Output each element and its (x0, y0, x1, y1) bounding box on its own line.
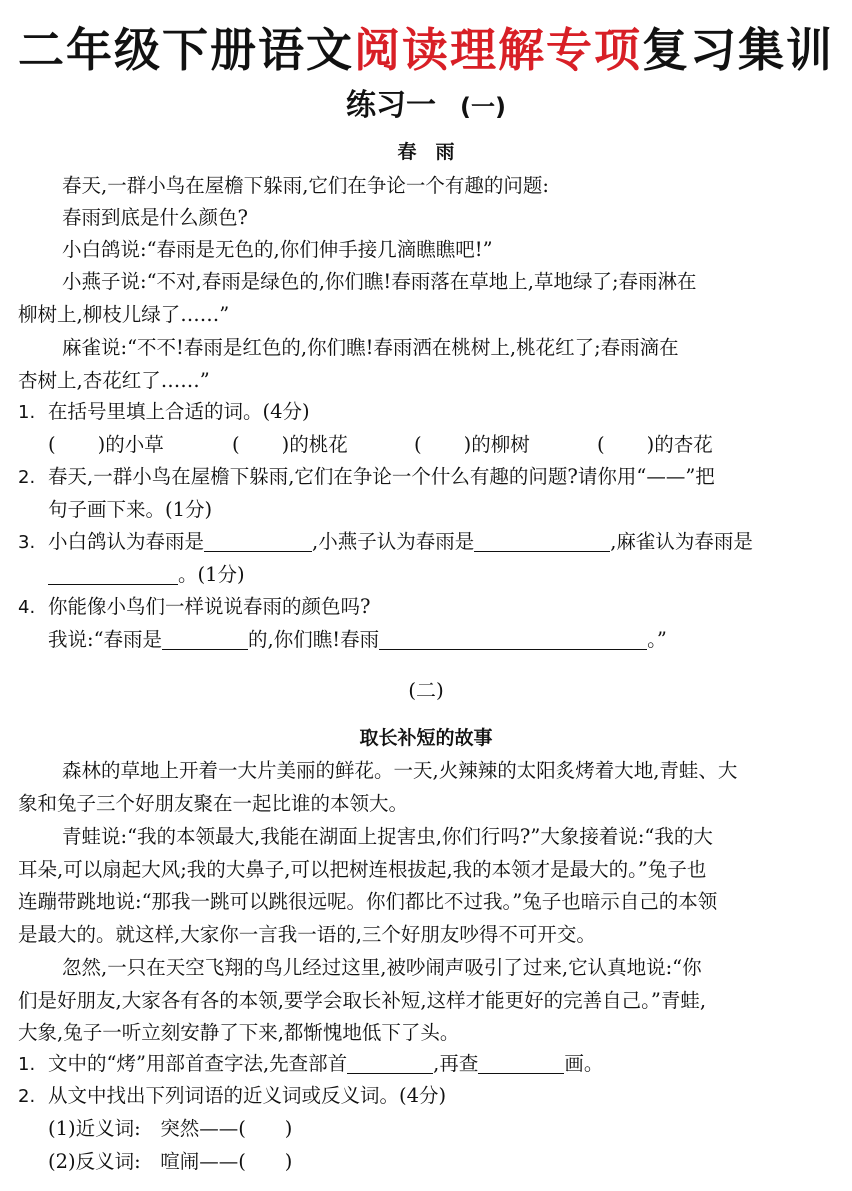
item-label: )的桃花 (281, 433, 348, 456)
passage-line: 们是好朋友,大家各有各的本领,要学会取长补短,这样才能更好的完善自己。”青蛙, (18, 989, 707, 1012)
passage-line: 青蛙说:“我的本领最大,我能在湖面上捉害虫,你们行吗?”大象接着说:“我的大 (62, 825, 713, 848)
question-text (48, 1049, 603, 1079)
q4-part-b: 的,你们瞧!春雨 (248, 628, 380, 651)
question-text (48, 560, 245, 590)
exercise-label: 练习一 (346, 88, 437, 123)
fill-in-item[interactable] (48, 430, 164, 460)
passage-line: 大象,兔子一听立刻安静了下来,都惭愧地低下了头。 (18, 1021, 460, 1044)
part-one-label: (一) (460, 93, 506, 121)
answer-blank[interactable] (478, 1053, 564, 1074)
question-number: 2. (18, 1086, 36, 1107)
title-part-review: 复习集训 (642, 23, 834, 77)
question-text: 你能像小鸟们一样说说春雨的颜色吗? (48, 595, 371, 618)
title-part-grade: 二年级下册语文 (18, 23, 354, 77)
passage-line: 忽然,一只在天空飞翔的鸟儿经过这里,被吵闹声吸引了过来,它认真地说:“你 (62, 956, 702, 979)
passage-line: 森林的草地上开着一大片美丽的鲜花。一天,火辣辣的太阳炙烤着大地,青蛙、大 (62, 759, 738, 782)
passage-line: 麻雀说:“不不!春雨是红色的,你们瞧!春雨洒在桃树上,桃花红了;春雨滴在 (62, 336, 679, 359)
passage-title-spring-rain: 春 雨 (397, 141, 455, 163)
answer-blank[interactable] (204, 531, 312, 552)
q2-1-part-c: 画。 (564, 1052, 604, 1075)
passage-line: 小燕子说:“不对,春雨是绿色的,你们瞧!春雨落在草地上,草地绿了;春雨淋在 (62, 270, 697, 293)
fill-in-item[interactable] (232, 430, 348, 460)
sub-question[interactable]: (1)近义词: 突然——( ) (48, 1117, 293, 1140)
exercise-subtitle (0, 84, 852, 129)
question-text (48, 527, 753, 557)
passage-line: 连蹦带跳地说:“那我一跳可以跳很远呢。你们都比不过我。”兔子也暗示自己的本领 (18, 890, 718, 913)
question-number: 4. (18, 597, 36, 618)
passage-line: 象和兔子三个好朋友聚在一起比谁的本领大。 (18, 792, 409, 815)
question-number: 3. (18, 532, 36, 553)
fill-in-item[interactable] (597, 430, 713, 460)
q3-part-b: ,小燕子认为春雨是 (312, 530, 475, 553)
question-text: 从文中找出下列词语的近义词或反义词。(4分) (48, 1084, 447, 1107)
passage-line: 杏树上,杏花红了……” (18, 369, 210, 392)
question-number: 1. (18, 1054, 36, 1075)
answer-blank[interactable] (379, 629, 647, 650)
section-two-label: (二) (408, 678, 444, 702)
question-number: 2. (18, 467, 36, 488)
passage-line: 小白鸽说:“春雨是无色的,你们伸手接几滴瞧瞧吧!” (62, 238, 493, 261)
sub-question[interactable]: (2)反义词: 喧闹——( ) (48, 1150, 293, 1173)
question-text: 在括号里填上合适的词。(4分) (48, 400, 310, 423)
passage-line: 春天,一群小鸟在屋檐下躲雨,它们在争论一个有趣的问题: (62, 174, 549, 197)
question-text (48, 625, 667, 655)
passage-title-story: 取长补短的故事 (359, 727, 493, 749)
open-paren: ( (597, 433, 605, 456)
q2-1-part-b: ,再查 (433, 1052, 479, 1075)
title-part-highlight: 阅读理解专项 (354, 23, 642, 77)
question-text: 句子画下来。(1分) (48, 498, 213, 521)
fill-in-item[interactable] (414, 430, 530, 460)
q2-1-part-a: 文中的“烤”用部首查字法,先查部首 (48, 1052, 348, 1075)
q3-part-d: 。(1分) (178, 563, 245, 586)
passage-line: 柳树上,柳枝儿绿了……” (18, 303, 230, 326)
open-paren: ( (232, 433, 240, 456)
answer-blank[interactable] (347, 1053, 433, 1074)
passage-line: 是最大的。就这样,大家你一言我一语的,三个好朋友吵得不可开交。 (18, 923, 596, 946)
answer-blank[interactable] (48, 564, 178, 585)
open-paren: ( (48, 433, 56, 456)
question-text: 春天,一群小鸟在屋檐下躲雨,它们在争论一个什么有趣的问题?请你用“——”把 (48, 465, 715, 488)
answer-blank[interactable] (162, 629, 248, 650)
q3-part-a: 小白鸽认为春雨是 (48, 530, 205, 553)
question-number: 1. (18, 402, 36, 423)
q4-part-a: 我说:“春雨是 (48, 628, 163, 651)
passage-line: 耳朵,可以扇起大风;我的大鼻子,可以把树连根拔起,我的本领才是最大的。”兔子也 (18, 858, 707, 881)
item-label: )的柳树 (463, 433, 530, 456)
open-paren: ( (414, 433, 422, 456)
q4-part-c: 。” (647, 628, 667, 651)
q3-part-c: ,麻雀认为春雨是 (610, 530, 753, 553)
page-title (0, 20, 852, 80)
item-label: )的小草 (97, 433, 164, 456)
passage-line: 春雨到底是什么颜色? (62, 206, 248, 229)
answer-blank[interactable] (474, 531, 610, 552)
item-label: )的杏花 (646, 433, 713, 456)
